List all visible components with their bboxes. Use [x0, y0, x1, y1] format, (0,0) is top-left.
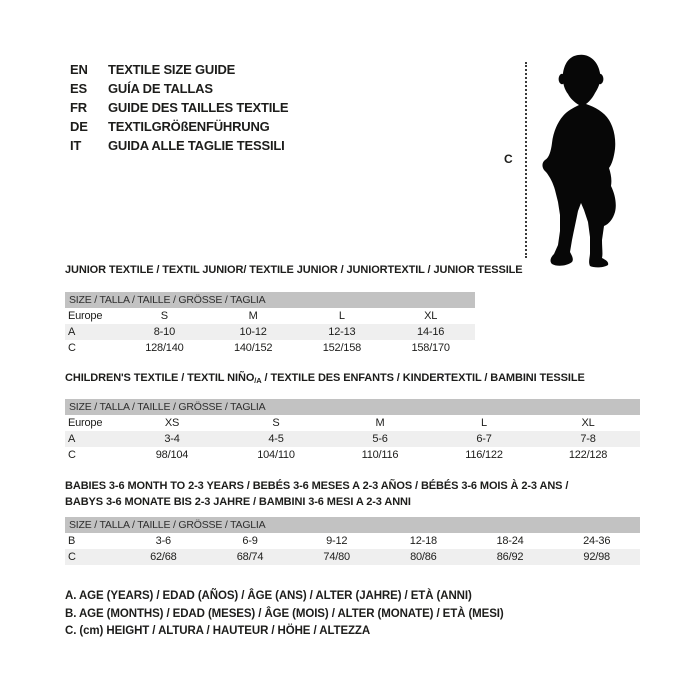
language-code: DE — [70, 119, 88, 134]
height-cell: 128/140 — [145, 342, 184, 354]
measure-c-label: C — [504, 152, 513, 166]
row-label: A — [68, 326, 76, 338]
language-row-es — [70, 79, 288, 98]
guide-title-en: TEXTILE SIZE GUIDE — [108, 62, 236, 77]
table-row-age-months — [65, 533, 640, 549]
note-c: C. (cm) HEIGHT / ALTURA / HAUTEUR / HÖHE / ALTEZZA — [65, 625, 371, 637]
height-cell: 152/158 — [322, 342, 362, 354]
height-cell: 68/74 — [236, 551, 264, 563]
language-code: EN — [70, 62, 88, 77]
baby-figure — [500, 50, 640, 270]
language-row-fr — [70, 98, 288, 117]
guide-title-de: TEXTILGRÖßENFÜHRUNG — [108, 119, 270, 134]
height-cell: 110/116 — [361, 449, 399, 461]
size-tables-content — [65, 264, 640, 641]
heading-text: / TEXTILE DES ENFANTS / KINDERTEXTIL / BAMBINI TESSILE — [261, 372, 585, 384]
height-cell: 158/170 — [411, 342, 450, 354]
table-header-bar: SIZE / TALLA / TAILLE / GRÖSSE / TAGLIA — [65, 399, 640, 415]
age-cell: 5-6 — [372, 433, 388, 445]
language-code: FR — [70, 100, 87, 115]
row-label: C — [68, 449, 76, 461]
height-cell: 116/122 — [465, 449, 503, 461]
size-cell: M — [248, 310, 258, 322]
age-cell: 7-8 — [580, 433, 596, 445]
table-row-age — [65, 431, 640, 447]
height-cell: 98/104 — [155, 449, 189, 461]
size-cell: XL — [581, 417, 595, 429]
age-cell: 24-36 — [583, 535, 611, 547]
note-a: A. AGE (YEARS) / EDAD (AÑOS) / ÂGE (ANS) / ALTER (JAHRE) / ETÀ (ANNI) — [65, 590, 472, 602]
section-junior — [65, 264, 640, 356]
heading-subscript: /A — [254, 376, 262, 385]
age-cell: 9-12 — [326, 535, 348, 547]
junior-section-heading: JUNIOR TEXTILE / TEXTIL JUNIOR/ TEXTILE JUNIOR / JUNIORTEXTIL / JUNIOR TESSILE — [65, 264, 523, 276]
height-cell: 92/98 — [583, 551, 610, 563]
table-row-height — [65, 340, 475, 356]
language-code: ES — [70, 81, 87, 96]
size-cell: XL — [424, 310, 438, 322]
table-row-europe — [65, 415, 640, 431]
height-cell: 86/92 — [496, 551, 524, 563]
age-cell: 3-4 — [164, 433, 180, 445]
table-row-age — [65, 324, 475, 340]
language-list — [70, 60, 288, 155]
age-cell: 8-10 — [153, 326, 175, 338]
age-cell: 12-18 — [409, 535, 437, 547]
size-cell: M — [375, 417, 385, 429]
language-code: IT — [70, 138, 82, 153]
row-label: C — [68, 342, 76, 354]
height-cell: 104/110 — [257, 449, 295, 461]
row-label: B — [68, 535, 76, 547]
baby-silhouette-icon — [533, 53, 628, 268]
age-cell: 4-5 — [268, 433, 284, 445]
table-header-bar: SIZE / TALLA / TAILLE / GRÖSSE / TAGLIA — [65, 517, 640, 533]
children-size-table — [65, 399, 640, 463]
section-children — [65, 372, 640, 463]
table-row-height — [65, 549, 640, 565]
size-cell: S — [272, 417, 280, 429]
language-row-de — [70, 117, 288, 136]
guide-title-fr: GUIDE DES TAILLES TEXTILE — [108, 100, 289, 115]
babies-size-table — [65, 517, 640, 565]
guide-title-it: GUIDA ALLE TAGLIE TESSILI — [108, 138, 285, 153]
size-cell: L — [338, 310, 345, 322]
height-cell: 62/68 — [150, 551, 177, 563]
age-cell: 6-7 — [476, 433, 492, 445]
row-label: Europe — [68, 417, 103, 429]
size-cell: XS — [164, 417, 180, 429]
age-cell: 14-16 — [417, 326, 445, 338]
height-cell: 140/152 — [233, 342, 273, 354]
height-cell: 122/128 — [568, 449, 608, 461]
size-cell: S — [160, 310, 168, 322]
junior-size-table — [65, 292, 475, 356]
language-row-it — [70, 136, 288, 155]
babies-heading-line1: BABIES 3-6 MONTH TO 2-3 YEARS / BEBÉS 3-6 MESES A 2-3 AÑOS / BÉBÉS 3-6 MOIS À 2-3 ANS / — [65, 480, 569, 492]
age-cell: 10-12 — [239, 326, 267, 338]
row-label: C — [68, 551, 76, 563]
table-row-height — [65, 447, 640, 463]
height-cell: 80/86 — [410, 551, 437, 563]
height-measure-dotted-line — [525, 62, 527, 258]
age-cell: 3-6 — [155, 535, 171, 547]
section-babies — [65, 479, 640, 565]
age-cell: 12-13 — [328, 326, 356, 338]
children-section-heading — [65, 372, 640, 387]
table-row-europe — [65, 308, 475, 324]
age-cell: 6-9 — [242, 535, 258, 547]
table-header-bar: SIZE / TALLA / TAILLE / GRÖSSE / TAGLIA — [65, 292, 475, 308]
size-cell: L — [481, 417, 487, 429]
babies-section-heading — [65, 479, 640, 510]
row-label: Europe — [68, 310, 103, 322]
row-label: A — [68, 433, 76, 445]
language-row-en — [70, 60, 288, 79]
legend-notes — [65, 588, 640, 641]
note-b: B. AGE (MONTHS) / EDAD (MESES) / ÂGE (MOIS) / ALTER (MONATE) / ETÀ (MESI) — [65, 607, 504, 620]
age-cell: 18-24 — [496, 535, 524, 547]
babies-heading-line2: BABYS 3-6 MONATE BIS 2-3 JAHRE / BAMBINI 3-6 MESI A 2-3 ANNI — [65, 495, 411, 508]
heading-text: CHILDREN'S TEXTILE / TEXTIL NIÑO — [65, 372, 255, 384]
height-cell: 74/80 — [323, 551, 350, 563]
guide-title-es: GUÍA DE TALLAS — [108, 81, 213, 96]
